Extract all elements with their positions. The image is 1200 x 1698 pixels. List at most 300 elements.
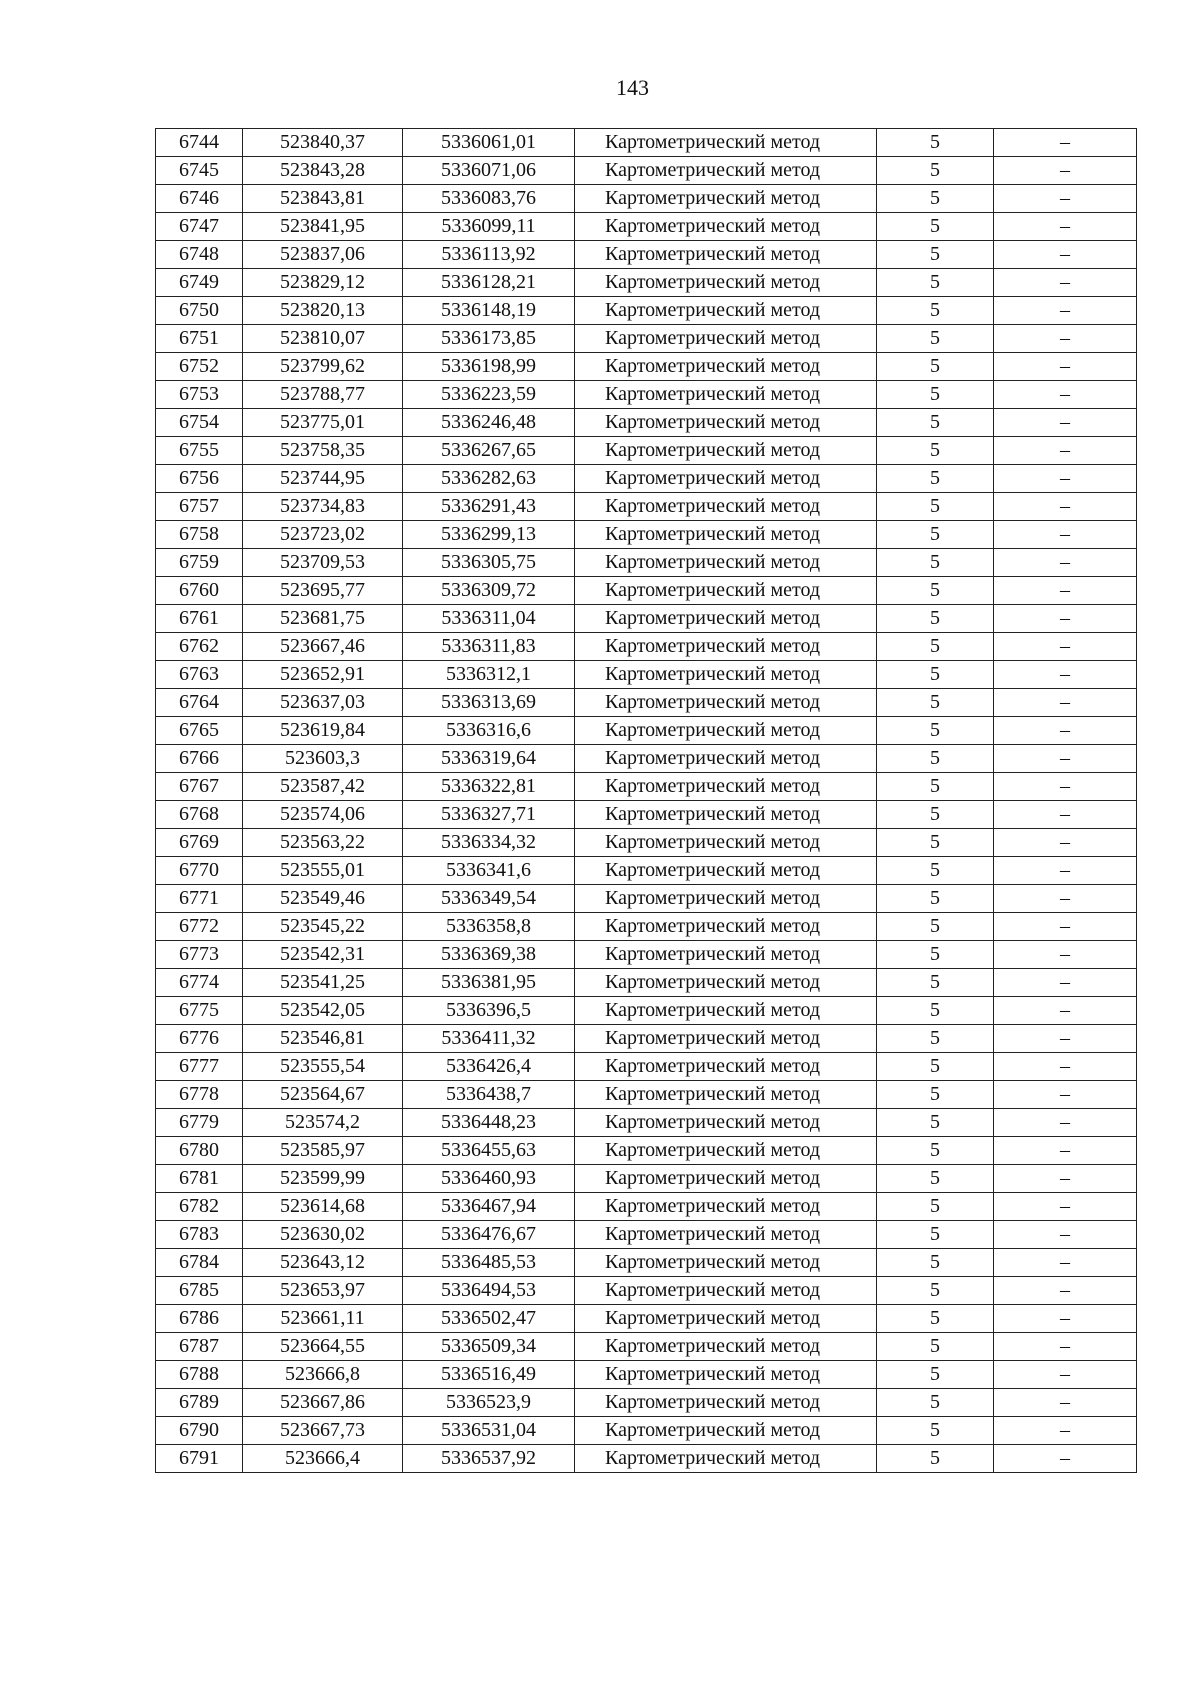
method-cell: Картометрический метод <box>575 353 877 381</box>
method-cell: Картометрический метод <box>575 829 877 857</box>
coordinate-x-cell: 523599,99 <box>243 1165 403 1193</box>
note-cell: – <box>994 437 1137 465</box>
coordinate-y-cell: 5336311,04 <box>403 605 575 633</box>
coordinate-y-cell: 5336246,48 <box>403 409 575 437</box>
coordinate-y-cell: 5336309,72 <box>403 577 575 605</box>
accuracy-cell: 5 <box>877 241 994 269</box>
method-cell: Картометрический метод <box>575 633 877 661</box>
point-number-cell: 6763 <box>156 661 243 689</box>
accuracy-cell: 5 <box>877 409 994 437</box>
note-cell: – <box>994 1193 1137 1221</box>
coordinate-y-cell: 5336516,49 <box>403 1361 575 1389</box>
table-row <box>156 1277 1137 1305</box>
coordinate-x-cell: 523829,12 <box>243 269 403 297</box>
accuracy-cell: 5 <box>877 1389 994 1417</box>
accuracy-cell: 5 <box>877 633 994 661</box>
method-cell: Картометрический метод <box>575 465 877 493</box>
point-number-cell: 6780 <box>156 1137 243 1165</box>
point-number-cell: 6762 <box>156 633 243 661</box>
coordinate-x-cell: 523587,42 <box>243 773 403 801</box>
point-number-cell: 6770 <box>156 857 243 885</box>
coordinate-x-cell: 523546,81 <box>243 1025 403 1053</box>
point-number-cell: 6777 <box>156 1053 243 1081</box>
method-cell: Картометрический метод <box>575 1361 877 1389</box>
coordinate-x-cell: 523758,35 <box>243 437 403 465</box>
note-cell: – <box>994 185 1137 213</box>
note-cell: – <box>994 661 1137 689</box>
note-cell: – <box>994 1053 1137 1081</box>
point-number-cell: 6758 <box>156 521 243 549</box>
table-row <box>156 325 1137 353</box>
method-cell: Картометрический метод <box>575 1277 877 1305</box>
coordinate-x-cell: 523542,31 <box>243 941 403 969</box>
coordinates-table-body <box>156 129 1137 1473</box>
coordinate-x-cell: 523614,68 <box>243 1193 403 1221</box>
coordinate-y-cell: 5336460,93 <box>403 1165 575 1193</box>
note-cell: – <box>994 1389 1137 1417</box>
table-row <box>156 269 1137 297</box>
method-cell: Картометрический метод <box>575 1333 877 1361</box>
table-row <box>156 1053 1137 1081</box>
note-cell: – <box>994 269 1137 297</box>
coordinate-y-cell: 5336113,92 <box>403 241 575 269</box>
note-cell: – <box>994 1305 1137 1333</box>
accuracy-cell: 5 <box>877 1221 994 1249</box>
note-cell: – <box>994 633 1137 661</box>
coordinate-x-cell: 523545,22 <box>243 913 403 941</box>
method-cell: Картометрический метод <box>575 1193 877 1221</box>
method-cell: Картометрический метод <box>575 1305 877 1333</box>
table-row <box>156 157 1137 185</box>
note-cell: – <box>994 1081 1137 1109</box>
accuracy-cell: 5 <box>877 437 994 465</box>
coordinate-y-cell: 5336467,94 <box>403 1193 575 1221</box>
coordinate-x-cell: 523666,8 <box>243 1361 403 1389</box>
point-number-cell: 6755 <box>156 437 243 465</box>
coordinate-x-cell: 523585,97 <box>243 1137 403 1165</box>
coordinate-y-cell: 5336148,19 <box>403 297 575 325</box>
coordinate-y-cell: 5336319,64 <box>403 745 575 773</box>
method-cell: Картометрический метод <box>575 997 877 1025</box>
table-row <box>156 129 1137 157</box>
table-row <box>156 1081 1137 1109</box>
coordinate-y-cell: 5336426,4 <box>403 1053 575 1081</box>
point-number-cell: 6757 <box>156 493 243 521</box>
point-number-cell: 6761 <box>156 605 243 633</box>
note-cell: – <box>994 381 1137 409</box>
table-row <box>156 941 1137 969</box>
table-row <box>156 745 1137 773</box>
table-row <box>156 885 1137 913</box>
table-row <box>156 633 1137 661</box>
coordinate-y-cell: 5336455,63 <box>403 1137 575 1165</box>
accuracy-cell: 5 <box>877 465 994 493</box>
coordinate-x-cell: 523603,3 <box>243 745 403 773</box>
coordinate-y-cell: 5336349,54 <box>403 885 575 913</box>
coordinate-x-cell: 523667,73 <box>243 1417 403 1445</box>
method-cell: Картометрический метод <box>575 1249 877 1277</box>
method-cell: Картометрический метод <box>575 1109 877 1137</box>
coordinate-y-cell: 5336509,34 <box>403 1333 575 1361</box>
coordinate-x-cell: 523837,06 <box>243 241 403 269</box>
coordinate-x-cell: 523666,4 <box>243 1445 403 1473</box>
table-row <box>156 1193 1137 1221</box>
method-cell: Картометрический метод <box>575 773 877 801</box>
method-cell: Картометрический метод <box>575 437 877 465</box>
point-number-cell: 6746 <box>156 185 243 213</box>
table-row <box>156 969 1137 997</box>
coordinate-y-cell: 5336128,21 <box>403 269 575 297</box>
table-row <box>156 353 1137 381</box>
method-cell: Картометрический метод <box>575 745 877 773</box>
coordinate-y-cell: 5336327,71 <box>403 801 575 829</box>
method-cell: Картометрический метод <box>575 1053 877 1081</box>
note-cell: – <box>994 493 1137 521</box>
coordinate-y-cell: 5336485,53 <box>403 1249 575 1277</box>
note-cell: – <box>994 1165 1137 1193</box>
table-row <box>156 549 1137 577</box>
point-number-cell: 6766 <box>156 745 243 773</box>
coordinate-x-cell: 523564,67 <box>243 1081 403 1109</box>
accuracy-cell: 5 <box>877 1081 994 1109</box>
note-cell: – <box>994 1221 1137 1249</box>
coordinate-y-cell: 5336083,76 <box>403 185 575 213</box>
table-row <box>156 717 1137 745</box>
table-row <box>156 409 1137 437</box>
note-cell: – <box>994 857 1137 885</box>
coordinate-y-cell: 5336476,67 <box>403 1221 575 1249</box>
table-row <box>156 1305 1137 1333</box>
method-cell: Картометрический метод <box>575 801 877 829</box>
method-cell: Картометрический метод <box>575 885 877 913</box>
table-row <box>156 1417 1137 1445</box>
coordinate-x-cell: 523788,77 <box>243 381 403 409</box>
accuracy-cell: 5 <box>877 493 994 521</box>
coordinate-x-cell: 523734,83 <box>243 493 403 521</box>
method-cell: Картометрический метод <box>575 493 877 521</box>
note-cell: – <box>994 409 1137 437</box>
accuracy-cell: 5 <box>877 269 994 297</box>
accuracy-cell: 5 <box>877 297 994 325</box>
coordinate-y-cell: 5336322,81 <box>403 773 575 801</box>
table-row <box>156 661 1137 689</box>
accuracy-cell: 5 <box>877 1361 994 1389</box>
note-cell: – <box>994 297 1137 325</box>
method-cell: Картометрический метод <box>575 269 877 297</box>
accuracy-cell: 5 <box>877 885 994 913</box>
coordinate-y-cell: 5336311,83 <box>403 633 575 661</box>
point-number-cell: 6748 <box>156 241 243 269</box>
accuracy-cell: 5 <box>877 661 994 689</box>
accuracy-cell: 5 <box>877 325 994 353</box>
accuracy-cell: 5 <box>877 1417 994 1445</box>
point-number-cell: 6790 <box>156 1417 243 1445</box>
page-number: 143 <box>616 75 649 100</box>
coordinate-y-cell: 5336223,59 <box>403 381 575 409</box>
accuracy-cell: 5 <box>877 969 994 997</box>
table-row <box>156 297 1137 325</box>
method-cell: Картометрический метод <box>575 1025 877 1053</box>
coordinate-y-cell: 5336305,75 <box>403 549 575 577</box>
point-number-cell: 6747 <box>156 213 243 241</box>
method-cell: Картометрический метод <box>575 549 877 577</box>
coordinate-y-cell: 5336198,99 <box>403 353 575 381</box>
coordinate-x-cell: 523709,53 <box>243 549 403 577</box>
table-row <box>156 1389 1137 1417</box>
point-number-cell: 6754 <box>156 409 243 437</box>
note-cell: – <box>994 353 1137 381</box>
point-number-cell: 6791 <box>156 1445 243 1473</box>
point-number-cell: 6775 <box>156 997 243 1025</box>
method-cell: Картометрический метод <box>575 381 877 409</box>
note-cell: – <box>994 577 1137 605</box>
note-cell: – <box>994 941 1137 969</box>
coordinate-y-cell: 5336341,6 <box>403 857 575 885</box>
method-cell: Картометрический метод <box>575 577 877 605</box>
table-row <box>156 213 1137 241</box>
method-cell: Картометрический метод <box>575 241 877 269</box>
accuracy-cell: 5 <box>877 353 994 381</box>
table-row <box>156 437 1137 465</box>
point-number-cell: 6752 <box>156 353 243 381</box>
point-number-cell: 6786 <box>156 1305 243 1333</box>
coordinate-y-cell: 5336282,63 <box>403 465 575 493</box>
coordinate-x-cell: 523667,86 <box>243 1389 403 1417</box>
table-row <box>156 913 1137 941</box>
accuracy-cell: 5 <box>877 1277 994 1305</box>
point-number-cell: 6776 <box>156 1025 243 1053</box>
method-cell: Картометрический метод <box>575 969 877 997</box>
accuracy-cell: 5 <box>877 829 994 857</box>
accuracy-cell: 5 <box>877 997 994 1025</box>
method-cell: Картометрический метод <box>575 1417 877 1445</box>
note-cell: – <box>994 1137 1137 1165</box>
coordinate-y-cell: 5336071,06 <box>403 157 575 185</box>
coordinate-x-cell: 523681,75 <box>243 605 403 633</box>
accuracy-cell: 5 <box>877 1333 994 1361</box>
point-number-cell: 6788 <box>156 1361 243 1389</box>
note-cell: – <box>994 1417 1137 1445</box>
coordinate-x-cell: 523664,55 <box>243 1333 403 1361</box>
coordinate-y-cell: 5336316,6 <box>403 717 575 745</box>
coordinate-x-cell: 523574,2 <box>243 1109 403 1137</box>
note-cell: – <box>994 1361 1137 1389</box>
note-cell: – <box>994 1025 1137 1053</box>
note-cell: – <box>994 885 1137 913</box>
accuracy-cell: 5 <box>877 1193 994 1221</box>
accuracy-cell: 5 <box>877 1137 994 1165</box>
note-cell: – <box>994 213 1137 241</box>
method-cell: Картометрический метод <box>575 857 877 885</box>
accuracy-cell: 5 <box>877 941 994 969</box>
coordinate-y-cell: 5336313,69 <box>403 689 575 717</box>
note-cell: – <box>994 157 1137 185</box>
coordinate-x-cell: 523637,03 <box>243 689 403 717</box>
coordinate-x-cell: 523695,77 <box>243 577 403 605</box>
table-row <box>156 997 1137 1025</box>
method-cell: Картометрический метод <box>575 1137 877 1165</box>
accuracy-cell: 5 <box>877 717 994 745</box>
note-cell: – <box>994 801 1137 829</box>
accuracy-cell: 5 <box>877 549 994 577</box>
point-number-cell: 6783 <box>156 1221 243 1249</box>
note-cell: – <box>994 129 1137 157</box>
coordinates-table <box>155 128 1137 1473</box>
coordinate-x-cell: 523744,95 <box>243 465 403 493</box>
method-cell: Картометрический метод <box>575 325 877 353</box>
coordinate-y-cell: 5336448,23 <box>403 1109 575 1137</box>
point-number-cell: 6768 <box>156 801 243 829</box>
coordinate-x-cell: 523799,62 <box>243 353 403 381</box>
coordinate-y-cell: 5336267,65 <box>403 437 575 465</box>
coordinate-x-cell: 523563,22 <box>243 829 403 857</box>
coordinate-y-cell: 5336291,43 <box>403 493 575 521</box>
table-row <box>156 1137 1137 1165</box>
accuracy-cell: 5 <box>877 857 994 885</box>
method-cell: Картометрический метод <box>575 661 877 689</box>
accuracy-cell: 5 <box>877 1249 994 1277</box>
note-cell: – <box>994 605 1137 633</box>
method-cell: Картометрический метод <box>575 913 877 941</box>
coordinate-x-cell: 523775,01 <box>243 409 403 437</box>
table-row <box>156 1109 1137 1137</box>
table-row <box>156 1249 1137 1277</box>
coordinate-x-cell: 523653,97 <box>243 1277 403 1305</box>
coordinate-y-cell: 5336537,92 <box>403 1445 575 1473</box>
table-row <box>156 857 1137 885</box>
note-cell: – <box>994 521 1137 549</box>
table-row <box>156 577 1137 605</box>
point-number-cell: 6773 <box>156 941 243 969</box>
coordinate-x-cell: 523840,37 <box>243 129 403 157</box>
point-number-cell: 6750 <box>156 297 243 325</box>
method-cell: Картометрический метод <box>575 1165 877 1193</box>
point-number-cell: 6774 <box>156 969 243 997</box>
coordinate-y-cell: 5336523,9 <box>403 1389 575 1417</box>
note-cell: – <box>994 689 1137 717</box>
accuracy-cell: 5 <box>877 1445 994 1473</box>
note-cell: – <box>994 773 1137 801</box>
coordinate-x-cell: 523841,95 <box>243 213 403 241</box>
note-cell: – <box>994 745 1137 773</box>
point-number-cell: 6771 <box>156 885 243 913</box>
accuracy-cell: 5 <box>877 157 994 185</box>
coordinate-y-cell: 5336369,38 <box>403 941 575 969</box>
table-row <box>156 185 1137 213</box>
accuracy-cell: 5 <box>877 1305 994 1333</box>
note-cell: – <box>994 241 1137 269</box>
coordinate-y-cell: 5336438,7 <box>403 1081 575 1109</box>
note-cell: – <box>994 1249 1137 1277</box>
method-cell: Картометрический метод <box>575 409 877 437</box>
coordinate-x-cell: 523843,81 <box>243 185 403 213</box>
method-cell: Картометрический метод <box>575 941 877 969</box>
method-cell: Картометрический метод <box>575 297 877 325</box>
accuracy-cell: 5 <box>877 129 994 157</box>
point-number-cell: 6756 <box>156 465 243 493</box>
point-number-cell: 6785 <box>156 1277 243 1305</box>
method-cell: Картометрический метод <box>575 605 877 633</box>
coordinate-y-cell: 5336358,8 <box>403 913 575 941</box>
coordinate-y-cell: 5336334,32 <box>403 829 575 857</box>
coordinate-x-cell: 523723,02 <box>243 521 403 549</box>
accuracy-cell: 5 <box>877 773 994 801</box>
coordinate-x-cell: 523843,28 <box>243 157 403 185</box>
table-row <box>156 1221 1137 1249</box>
accuracy-cell: 5 <box>877 381 994 409</box>
table-row <box>156 1445 1137 1473</box>
coordinate-y-cell: 5336099,11 <box>403 213 575 241</box>
note-cell: – <box>994 1333 1137 1361</box>
coordinate-y-cell: 5336299,13 <box>403 521 575 549</box>
coordinate-y-cell: 5336396,5 <box>403 997 575 1025</box>
point-number-cell: 6745 <box>156 157 243 185</box>
table-row <box>156 381 1137 409</box>
point-number-cell: 6779 <box>156 1109 243 1137</box>
point-number-cell: 6769 <box>156 829 243 857</box>
coordinate-y-cell: 5336502,47 <box>403 1305 575 1333</box>
table-row <box>156 801 1137 829</box>
point-number-cell: 6744 <box>156 129 243 157</box>
accuracy-cell: 5 <box>877 745 994 773</box>
point-number-cell: 6789 <box>156 1389 243 1417</box>
coordinate-x-cell: 523630,02 <box>243 1221 403 1249</box>
accuracy-cell: 5 <box>877 577 994 605</box>
point-number-cell: 6751 <box>156 325 243 353</box>
table-row <box>156 1025 1137 1053</box>
note-cell: – <box>994 829 1137 857</box>
method-cell: Картометрический метод <box>575 689 877 717</box>
accuracy-cell: 5 <box>877 605 994 633</box>
accuracy-cell: 5 <box>877 213 994 241</box>
accuracy-cell: 5 <box>877 185 994 213</box>
table-row <box>156 521 1137 549</box>
coordinate-y-cell: 5336381,95 <box>403 969 575 997</box>
coordinate-y-cell: 5336531,04 <box>403 1417 575 1445</box>
point-number-cell: 6765 <box>156 717 243 745</box>
coordinate-x-cell: 523619,84 <box>243 717 403 745</box>
table-row <box>156 773 1137 801</box>
note-cell: – <box>994 549 1137 577</box>
table-row <box>156 605 1137 633</box>
point-number-cell: 6772 <box>156 913 243 941</box>
method-cell: Картометрический метод <box>575 717 877 745</box>
method-cell: Картометрический метод <box>575 129 877 157</box>
coordinate-y-cell: 5336061,01 <box>403 129 575 157</box>
coordinate-y-cell: 5336173,85 <box>403 325 575 353</box>
coordinate-x-cell: 523643,12 <box>243 1249 403 1277</box>
method-cell: Картометрический метод <box>575 1081 877 1109</box>
coordinate-x-cell: 523667,46 <box>243 633 403 661</box>
accuracy-cell: 5 <box>877 1109 994 1137</box>
note-cell: – <box>994 1445 1137 1473</box>
point-number-cell: 6767 <box>156 773 243 801</box>
point-number-cell: 6778 <box>156 1081 243 1109</box>
coordinate-x-cell: 523652,91 <box>243 661 403 689</box>
accuracy-cell: 5 <box>877 521 994 549</box>
coordinate-x-cell: 523555,54 <box>243 1053 403 1081</box>
note-cell: – <box>994 997 1137 1025</box>
accuracy-cell: 5 <box>877 1025 994 1053</box>
accuracy-cell: 5 <box>877 913 994 941</box>
point-number-cell: 6759 <box>156 549 243 577</box>
note-cell: – <box>994 717 1137 745</box>
method-cell: Картометрический метод <box>575 1389 877 1417</box>
accuracy-cell: 5 <box>877 689 994 717</box>
coordinate-x-cell: 523820,13 <box>243 297 403 325</box>
table-row <box>156 465 1137 493</box>
coordinate-y-cell: 5336494,53 <box>403 1277 575 1305</box>
